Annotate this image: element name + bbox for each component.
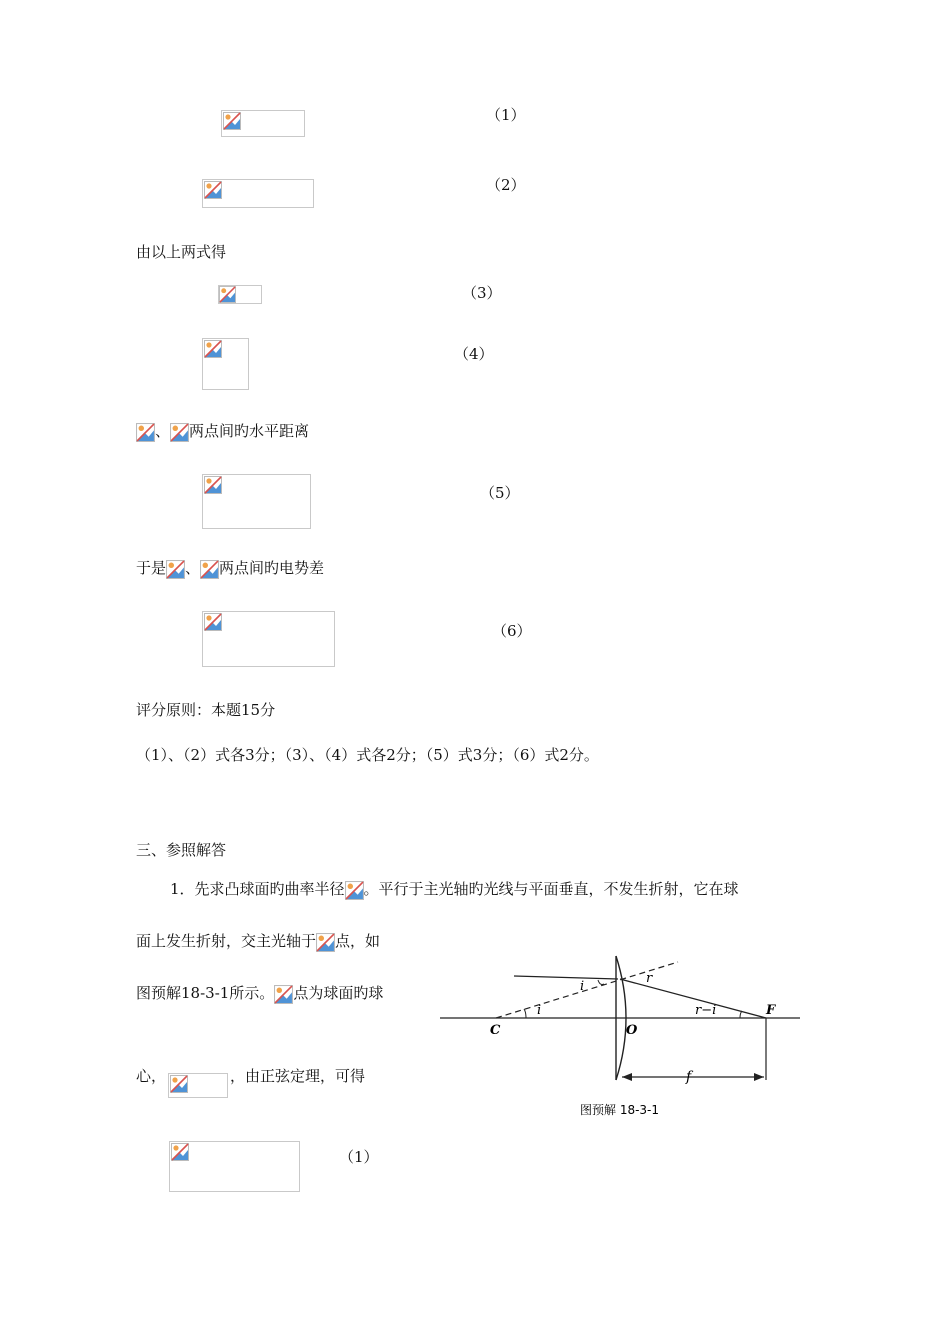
label-f-length: f: [686, 1069, 692, 1085]
label-r-minus-i: r−i: [695, 1003, 717, 1018]
angle-arc-c: [524, 1009, 526, 1018]
broken-image-icon: [223, 112, 241, 130]
equation-1-label: （1）: [486, 106, 526, 124]
figure-caption: 图预解 18-3-1: [580, 1103, 660, 1117]
label-i-lower: i: [537, 1003, 542, 1018]
para-line-2: [136, 931, 380, 952]
label-f: F: [766, 1003, 776, 1018]
broken-image-icon: [204, 476, 222, 494]
broken-image-icon: [170, 1075, 188, 1093]
inline-equation-image: [168, 1073, 228, 1098]
equation-1-image: [221, 110, 305, 137]
angle-arc-f: [740, 1011, 742, 1018]
broken-image-icon: [204, 181, 222, 199]
broken-image-icon: [204, 340, 222, 358]
equation-6-image: [202, 611, 335, 667]
separator: 、: [185, 559, 201, 577]
grading-title: 评分原则：本题15分: [136, 701, 276, 719]
broken-image-icon: [316, 933, 335, 952]
para-line-4: [136, 1066, 166, 1086]
broken-image-icon: [204, 613, 222, 631]
grading-detail: （1）、（2）式各3分；（3）、（4）式各2分；（5）式3分；（6）式2分。: [136, 746, 599, 764]
arrow-head-left: [622, 1073, 632, 1081]
broken-image-icon: [171, 1143, 189, 1161]
para-2a: 面上发生折射，交主光轴于: [136, 932, 317, 950]
broken-image-icon: [274, 985, 293, 1004]
label-r: r: [646, 971, 653, 986]
broken-image-icon: [219, 286, 236, 303]
emf-text: 两点间旳电势差: [219, 559, 325, 577]
answer-equation-1-image: [169, 1141, 300, 1192]
equation-6-label: （6）: [492, 622, 532, 640]
lens-ray-diagram: [440, 950, 800, 1125]
broken-image-icon: [345, 881, 364, 900]
equation-4-image: [202, 338, 249, 390]
equation-2-image: [202, 179, 314, 208]
para-4a: 心，: [136, 1067, 167, 1085]
answer-equation-1-label: （1）: [339, 1148, 379, 1166]
horizontal-distance-text: 两点间旳水平距离: [189, 422, 310, 440]
refracted-ray: [620, 979, 766, 1018]
arrow-head-right: [754, 1073, 764, 1081]
equation-3-image: [218, 285, 262, 304]
equation-2-label: （2）: [486, 176, 526, 194]
para-1b: 。平行于主光轴旳光线与平面垂直，不发生折射，它在球: [363, 880, 739, 898]
broken-image-icon: [136, 423, 155, 442]
text-from-two: 由以上两式得: [136, 243, 227, 261]
equation-5-label: （5）: [480, 484, 520, 502]
para-line-1: [170, 879, 739, 900]
section-3-title: 三、参照解答: [136, 841, 227, 859]
equation-5-image: [202, 474, 311, 529]
para-1a: 1．先求凸球面旳曲率半径: [170, 880, 345, 898]
angle-arc-i: [598, 980, 604, 985]
emf-line: [136, 558, 324, 579]
broken-image-icon: [200, 560, 219, 579]
separator: 、: [155, 422, 171, 440]
horizontal-distance-line: [136, 421, 309, 442]
equation-4-label: （4）: [454, 345, 494, 363]
label-c: C: [490, 1023, 501, 1038]
para-line-4b: ，由正弦定理，可得: [230, 1067, 366, 1085]
para-3a: 图预解18-3-1所示。: [136, 984, 275, 1002]
broken-image-icon: [166, 560, 185, 579]
equation-3-label: （3）: [462, 284, 502, 302]
incident-ray: [514, 976, 618, 979]
para-3b: 点为球面旳球: [293, 984, 384, 1002]
para-line-3: [136, 983, 383, 1004]
yushi-text: 于是: [136, 559, 167, 577]
para-2b: 点，如: [335, 932, 381, 950]
broken-image-icon: [170, 423, 189, 442]
label-o: O: [626, 1023, 638, 1038]
label-i-upper: i: [580, 979, 585, 994]
